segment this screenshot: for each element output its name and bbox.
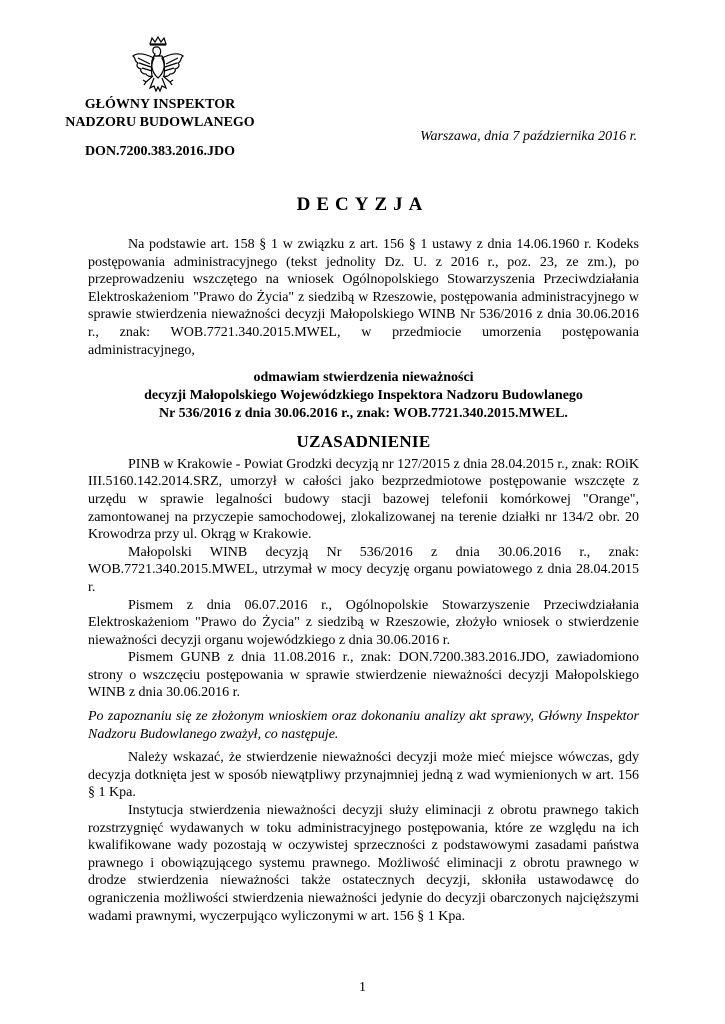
page-number: 1 <box>359 980 366 995</box>
justification-paragraph-7: Instytucja stwierdzenia nieważności decyzji służy eliminacji z obrotu prawnego takich rozstrzygnięć wydawanych w toku administracyjnego postępowania, które ze względu na ich kwalifikowane wady pozostają w oczywistej sprzeczności z podstawowymi zasadami państwa prawnego i obowiązującego systemu prawnego. Możliwość eliminacji z obrotu prawnego w drodze stwierdzenia nieważności także ostatecznych decyzji, skłoniła ustawodawcę do ograniczenia możliwości stwierdzenia nieważności jedynie do decyzji obarczonych najcięższymi wadami prawnymi, wyczerpująco wyliczonymi w art. 156 § 1 Kpa. <box>88 803 639 924</box>
issuing-authority <box>60 96 260 132</box>
justification-paragraph-4: Pismem GUNB z dnia 11.08.2016 r., znak: DON.7200.383.2016.JDO, zawiadomiono strony o wszczęciu postępowania w sprawie stwierdzenie nieważności decyzji Małopolskiego WINB z dnia 30.06.2016 r. <box>88 650 639 701</box>
justification-paragraph-3: Pismem z dnia 06.07.2016 r., Ogólnopolskie Stowarzyszenie Przeciwdziałania Elektroskażeniom "Prawo do Życia" z siedzibą w Rzeszowie, złożyło wniosek o stwierdzenie nieważności decyzji organu wojewódzkiego z dnia 30.06.2016 r. <box>88 597 639 648</box>
justification-paragraph-6: Należy wskazać, że stwierdzenie nieważności decyzji może mieć miejsce wówczas, gdy decyzja dotknięta jest w sposób niewątpliwy przynajmniej jedną z wad wymienionych w art. 156 § 1 Kpa. <box>88 750 639 801</box>
document-title: DECYZJA <box>296 194 429 215</box>
polish-eagle-emblem-icon <box>130 36 186 100</box>
decision-statement <box>88 369 639 423</box>
intro-paragraph: Na podstawie art. 158 § 1 w związku z art. 156 § 1 ustawy z dnia 14.06.1960 r. Kodeks postępowania administracyjnego (tekst jednolity Dz. U. z 2016 r., poz. 23, ze zm.), po przeprowadzeniu wszczętego na wniosek Ogólnopolskiego Stowarzyszenia Przeciwdziałania Elektroskażeniom "Prawo do Życia" z siedzibą w Rzeszowie, postępowania administracyjnego w sprawie stwierdzenia nieważności decyzji Małopolskiego WINB Nr 536/2016 z dnia 30.06.2016 r., znak: WOB.7721.340.2015.MWEL, w przedmiocie umorzenia postępowania administracyjnego, <box>88 237 639 358</box>
decision-line-3: Nr 536/2016 z dnia 30.06.2016 r., znak: WOB.7721.340.2015.MWEL. <box>159 406 568 422</box>
authority-line-1: GŁÓWNY INSPEKTOR <box>84 97 236 112</box>
decision-line-1: odmawiam stwierdzenia nieważności <box>253 370 474 386</box>
findings-intro-paragraph: Po zapoznaniu się ze złożonym wnioskiem oraz dokonaniu analizy akt sprawy, Główny Inspektor Nadzoru Budowlanego zważył, co następuje. <box>88 709 639 742</box>
place-and-date: Warszawa, dnia 7 października 2016 r. <box>420 129 637 144</box>
case-number: DON.7200.383.2016.JDO <box>84 144 236 159</box>
justification-paragraph-1: PINB w Krakowie - Powiat Grodzki decyzją nr 127/2015 z dnia 28.04.2015 r., znak: ROiK III.5160.142.2014.SRZ, umorzył w całości jako bezprzedmiotowe postępowanie wszczęte z urzędu w sprawie legalności budowy stacji bazowej telefonii komórkowej "Orange", zamontowanej na przyczepie samochodowej, zlokalizowanej na terenie działki nr 134/2 obr. 20 Krowodrza przy ul. Okrąg w Krakowie. <box>88 456 639 543</box>
decision-line-2: decyzji Małopolskiego Wojewódzkiego Inspektora Nadzoru Budowlanego <box>144 388 583 404</box>
document-body <box>88 236 639 925</box>
justification-heading: UZASADNIENIE <box>296 432 431 452</box>
authority-line-2: NADZORU BUDOWLANEGO <box>65 115 255 130</box>
justification-paragraph-2: Małopolski WINB decyzją Nr 536/2016 z dnia 30.06.2016 r., znak: WOB.7721.340.2015.MWEL, utrzymał w mocy decyzję organu powiatowego z dnia 28.04.2015 r. <box>88 544 639 595</box>
